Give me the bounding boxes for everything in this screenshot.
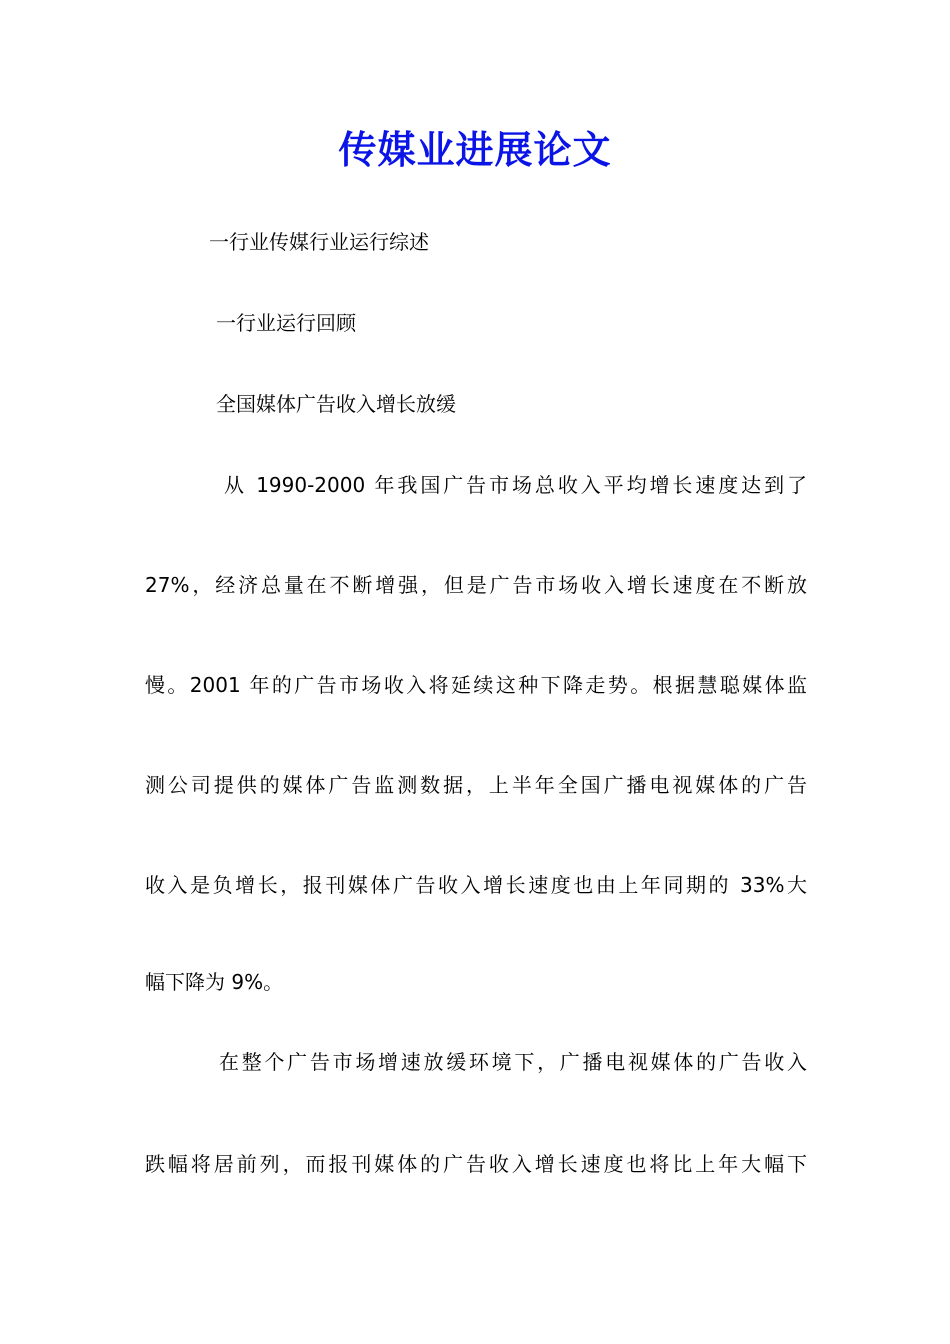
document-title: 传媒业进展论文 — [338, 127, 612, 172]
paragraph-1-line-6: 幅下降为 9%。 — [145, 970, 284, 994]
paragraph-1-line-1: 从 1990-2000 年我国广告市场总收入平均增长速度达到了 — [224, 473, 807, 497]
heading-ad-revenue-slowdown: 全国媒体广告收入增长放缓 — [216, 392, 456, 416]
paragraph-1-line-4: 测公司提供的媒体广告监测数据，上半年全国广播电视媒体的广告 — [145, 773, 807, 797]
paragraph-2-line-2: 跌幅将居前列，而报刊媒体的广告收入增长速度也将比上年大幅下 — [145, 1152, 807, 1176]
paragraph-1-line-5: 收入是负增长，报刊媒体广告收入增长速度也由上年同期的 33%大 — [145, 873, 807, 897]
heading-industry-review: 一行业运行回顾 — [216, 311, 356, 335]
paragraph-1-line-2: 27%，经济总量在不断增强，但是广告市场收入增长速度在不断放 — [145, 573, 807, 597]
paragraph-2-line-1: 在整个广告市场增速放缓环境下，广播电视媒体的广告收入 — [219, 1050, 807, 1074]
paragraph-1-line-3: 慢。2001 年的广告市场收入将延续这种下降走势。根据慧聪媒体监 — [145, 673, 807, 697]
heading-industry-overview: 一行业传媒行业运行综述 — [209, 230, 429, 254]
